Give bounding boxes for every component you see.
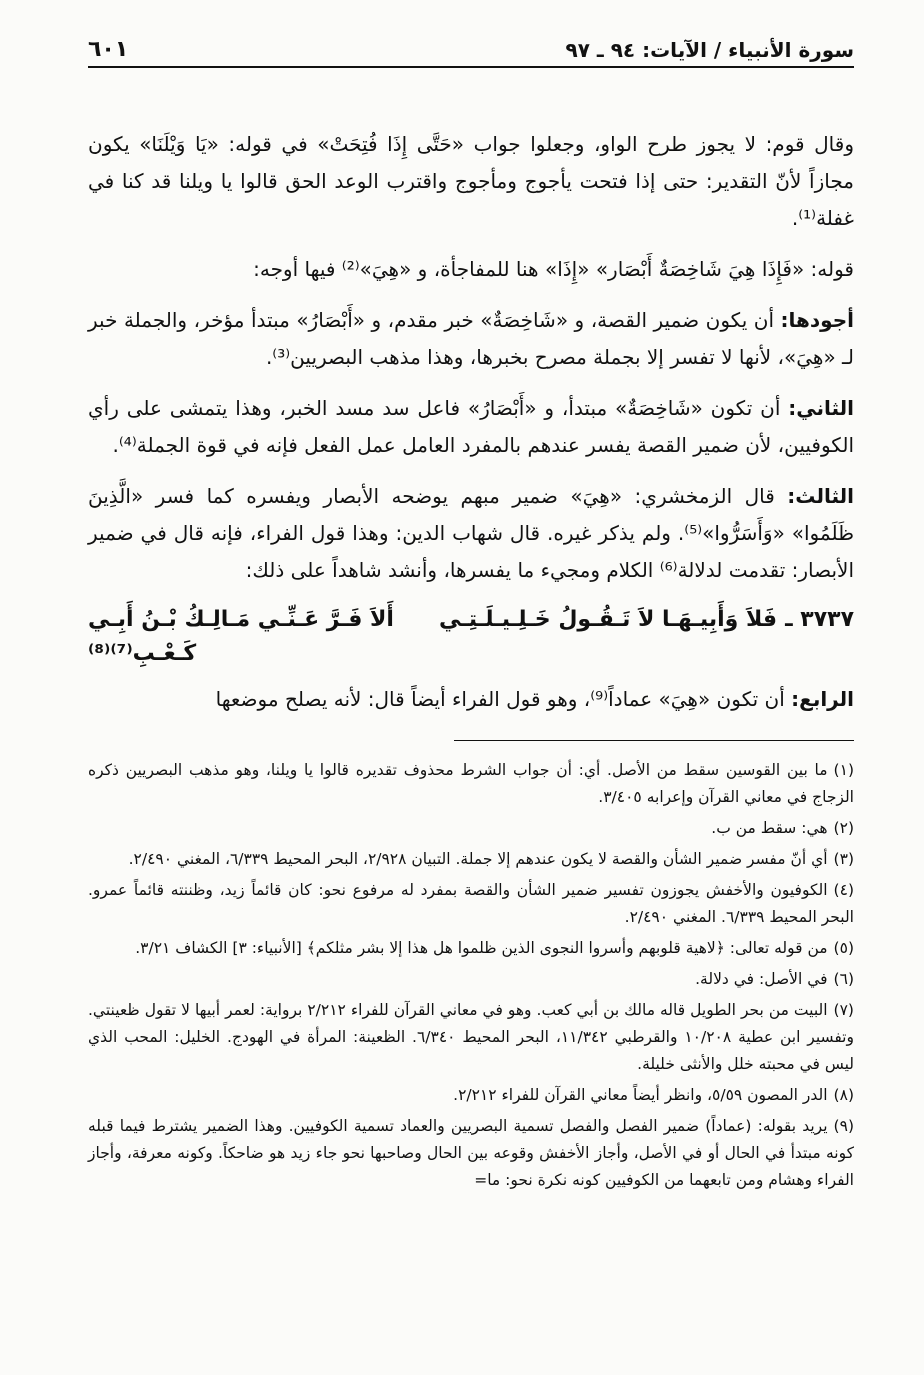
footnote-number: (٦) [833, 970, 854, 988]
footnote [88, 815, 854, 842]
running-header [88, 28, 854, 68]
footnote-text: الدر المصون ٥/٥٩، وانظر أيضاً معاني القرآن للفراء ٢/٢١٢. [453, 1086, 828, 1104]
verse-hemistich-second: أَلاَ فَـرَّ عَـنِّـي مَـالِـكُ بْـنُ أَبِـي كَـعْـبِ⁽⁷⁾⁽⁸⁾ [88, 607, 394, 666]
paragraph [88, 251, 854, 288]
footnotes [88, 757, 854, 1194]
footnote-text: أي أنّ مفسر ضمير الشأن والقصة لا يكون عندهم إلا جملة. التبيان ٢/٩٢٨، البحر المحيط ٦/٣٣٩، المغني ٢/٤٩٠. [128, 850, 828, 868]
footnote-text: الكوفيون والأخفش يجوزون تفسير ضمير الشأن والقصة بمفرد له مرفوع نحو: كان قائماً زيد، وظننته قائماً عمرو. البحر المحيط ٦/٣٣٩. المغني ٢/٤٩٠. [88, 881, 854, 926]
paragraph [88, 478, 854, 589]
paragraph [88, 390, 854, 464]
footnote-text: في الأصل: في دلالة. [695, 970, 828, 988]
paragraph [88, 126, 854, 237]
paragraph-lead: الرابع: [791, 687, 854, 711]
paragraph-text: أن تكون «شَاخِصَةٌ» مبتدأ، و «أَبْصَارُ» فاعل سد مسد الخبر، وهذا يتمشى على رأي الكوفيين، لأن ضمير القصة يفسر عندهم بالمفرد العامل عمل الفعل فإنه في قوة الجملة⁽⁴⁾. [88, 396, 854, 457]
footnote-divider [454, 740, 854, 741]
footnote-number: (٤) [833, 881, 854, 899]
paragraph-lead: الثالث: [787, 484, 854, 508]
paragraph [88, 302, 854, 376]
paragraph [88, 681, 854, 718]
footnote-number: (٩) [833, 1117, 854, 1135]
footnote-number: (٧) [833, 1001, 854, 1019]
verse-number: ٣٧٣٧ ـ [785, 607, 854, 632]
footnote-text: ما بين القوسين سقط من الأصل. أي: أن جواب الشرط محذوف تقديره قالوا يا ويلنا، وهو مذهب البصريين ذكره الزجاج في معاني القرآن وإعرابه ٣/٤٠٥. [88, 761, 854, 806]
page-number: ٦٠١ [88, 37, 129, 62]
paragraph-text: قوله: «فَإِذَا هِيَ شَاخِصَةٌ أَبْصَار» «إِذَا» هنا للمفاجأة، و «هِيَ»⁽²⁾ فيها أوجه: [253, 257, 854, 281]
footnote [88, 757, 854, 811]
footnote [88, 935, 854, 962]
paragraph-text: أن يكون ضمير القصة، و «شَاخِصَةٌ» خبر مقدم، و «أَبْصَارُ» مبتدأ مؤخر، والجملة خبر لـ «هِيَ»، لأنها لا تفسر إلا بجملة مصرح بخبرها، وهذا مذهب البصريين⁽³⁾. [88, 308, 854, 369]
paragraph-lead: أجودها: [780, 308, 854, 332]
paragraph-text: قال الزمخشري: «هِيَ» ضمير مبهم يوضحه الأبصار ويفسره كما فسر «الَّذِينَ ظَلَمُوا» «وَأَسَرُّوا»⁽⁵⁾. ولم يذكر غيره. قال شهاب الدين: وهذا قول الفراء، فإنه قال في ضمير الأبصار: تقدمت لدلالة⁽⁶⁾ الكلام ومجيء ما يفسرها، وأنشد شاهداً على ذلك: [88, 484, 854, 582]
footnote [88, 1082, 854, 1109]
footnote [88, 1113, 854, 1194]
footnote-text: من قوله تعالى: ﴿لاهية قلوبهم وأسروا النجوى الذين ظلموا هل هذا إلا بشر مثلكم﴾ [الأنبياء: ٣] الكشاف ٣/٢١. [135, 939, 828, 957]
footnote-number: (٨) [833, 1086, 854, 1104]
footnote-text: هي: سقط من ب. [711, 819, 828, 837]
footnote [88, 966, 854, 993]
footnote-number: (٢) [833, 819, 854, 837]
footnote-text: يريد بقوله: (عماداً) ضمير الفصل والفصل تسمية البصريين والعماد تسمية الكوفيين. وهذا الضمير يشترط فيما قبله كونه مبتدأ في الحال أو في الأصل، وأجاز الأخفش وقوعه بين الحال وصاحبها نحو جاء زيد هو ضاحكاً. وكونه معرفة، وأجاز الفراء وهشام ومن تابعهما من الكوفيين كونه نكرة نحو: ما= [88, 1117, 854, 1189]
footnote [88, 846, 854, 873]
poetry-verse [88, 603, 854, 671]
paragraph-text: وقال قوم: لا يجوز طرح الواو، وجعلوا جواب «حَتَّى إِذَا فُتِحَتْ» في قوله: «يَا وَيْلَنَا» يكون مجازاً لأنّ التقدير: حتى إذا فتحت يأجوج ومأجوج واقترب الوعد الحق قالوا يا ويلنا قد كنا في غفلة⁽¹⁾. [88, 132, 854, 230]
header-title: سورة الأنبياء / الآيات: ٩٤ ـ ٩٧ [565, 38, 854, 62]
verse-hemistich-first: فَلاَ وَأَبِيـهَـا لاَ تَـقُـولُ خَـلِـيـلَـتِـي [439, 607, 778, 632]
footnote [88, 877, 854, 931]
footnote-text: البيت من بحر الطويل قاله مالك بن أبي كعب. وهو في معاني القرآن للفراء ٢/٢١٢ برواية: لعمر أبيها لا تقول ظعينتي. وتفسير ابن عطية ١٠/٢٠٨ والقرطبي ١١/٣٤٢، البحر المحيط ٦/٣٤٠. الظعينة: المرأة في الهودج. الخليل: المحب الذي ليس في محبته خلل والأنثى خليلة. [88, 1001, 854, 1073]
paragraph-text: أن تكون «هِيَ» عماداً⁽⁹⁾، وهو قول الفراء أيضاً قال: لأنه يصلح موضعها [215, 687, 785, 711]
footnote-number: (٣) [833, 850, 854, 868]
footnote [88, 997, 854, 1078]
paragraph-lead: الثاني: [788, 396, 854, 420]
footnote-number: (١) [833, 761, 854, 779]
main-text [88, 126, 854, 718]
footnote-number: (٥) [833, 939, 854, 957]
